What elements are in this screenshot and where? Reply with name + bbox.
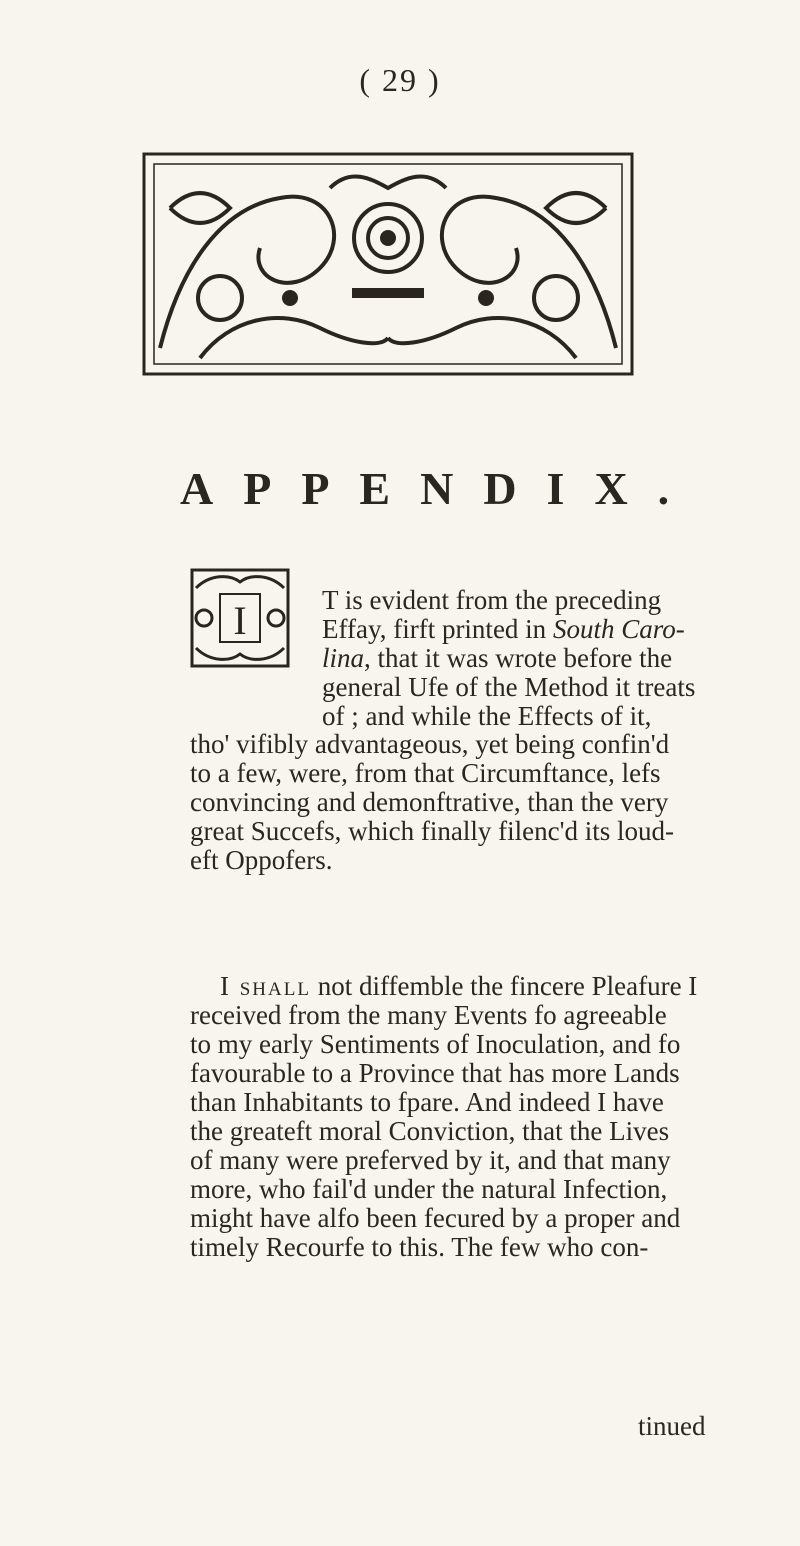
text-line: lina, that it was wrote before the [322,643,673,673]
appendix-title: APPENDIX. [180,463,700,514]
text-line: timely Recourfe to this. The few who con- [190,1232,649,1262]
text-line: than Inhabitants to fpare. And indeed I have [190,1087,664,1117]
text-line: favourable to a Province that has more Lands [190,1058,680,1088]
dropcap-letter: I [233,598,247,643]
text-line: convincing and demonftrative, than the very [190,787,669,817]
text-line: more, who fail'd under the natural Infection, [190,1174,668,1204]
page-number: ( 29 ) [359,62,441,98]
text-line: of many were preferved by it, and that many [190,1145,671,1175]
text-line: to my early Sentiments of Inoculation, and fo [190,1029,681,1059]
text-line: of ; and while the Effects of it, [322,701,652,731]
headpiece-ornament [140,148,636,380]
text-line: general Ufe of the Method it treats [322,672,696,702]
decorative-initial [190,568,290,668]
text-line: great Succefs, which finally filenc'd its loud- [190,816,674,846]
opening-words: I shall [220,971,311,1001]
catchword: tinued [638,1411,706,1441]
text-line: to a few, were, from that Circumftance, lefs [190,758,661,788]
text-line: Effay, firft printed in South Caro- [322,614,685,644]
text-line: eft Oppofers. [190,845,333,875]
text-line: received from the many Events fo agreeable [190,1000,667,1030]
text-line: might have alfo been fecured by a proper and [190,1203,681,1233]
text-line: T is evident from the preceding [322,585,662,615]
paragraph-1-indented [322,586,695,731]
text-line: tho' vifibly advantageous, yet being confin'd [190,729,670,759]
text-line: I shall not diffemble the fincere Pleafure I [220,971,698,1001]
paragraph-1-continuation [190,730,674,875]
text-line: the greateft moral Conviction, that the Lives [190,1116,670,1146]
paragraph-2 [190,972,697,1262]
